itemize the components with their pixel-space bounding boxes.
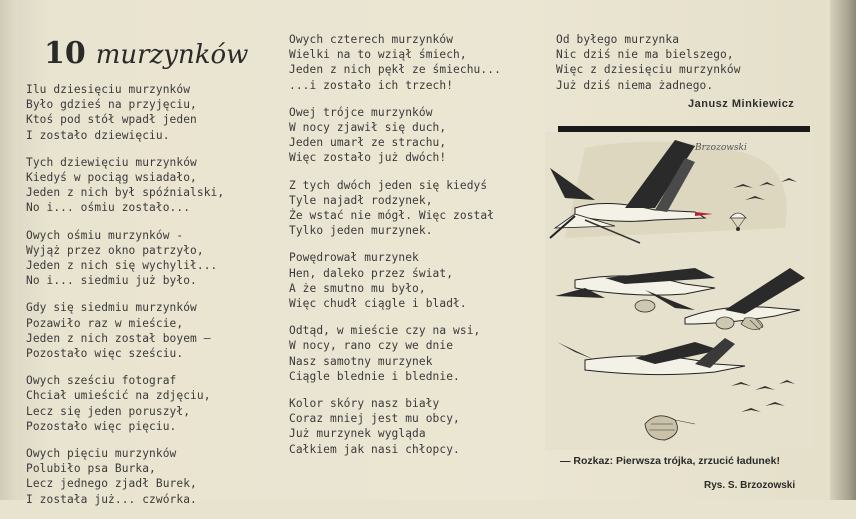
column-3-stanza [556,32,796,93]
poem-line: Ilu dziesięciu murzynków [26,83,191,96]
poem-line: No i... siedmiu już było. [26,274,197,288]
column-1-stanza [26,300,276,361]
poem-line: Polubiło psa Burka, [26,462,156,476]
poem-line: Ktoś pod stół wpadł jeden [26,113,197,127]
poem-line: Jeden z nich został boyem — [26,331,211,345]
poem-title [44,36,248,76]
poem-line: Wyjąż przez okno patrzyło, [26,243,204,257]
poem-line: Jeden umarł ze strachu, [289,136,447,150]
illustration-credit: Rys. S. Brzozowski [704,480,796,491]
author-name: Janusz Minkiewicz [688,98,795,110]
poem-line: Kiedyś w pociąg wsiadało, [26,171,197,185]
poem-line: Gdy się siedmiu murzynków [26,301,197,315]
poem-line: Tych dziewięciu murzynków [26,155,197,169]
poem-line: W nocy zjawił się duch, [289,121,447,135]
poem-line: Coraz mniej jest mu obcy, [289,412,460,426]
poem-line: Owych ośmiu murzynków - [26,228,184,242]
column-1-stanza [26,228,276,289]
poem-line: Tyle najadł rodzynek, [289,193,433,207]
column-1-stanza [26,82,276,143]
poem-line: I została już... czwórka. [26,492,197,506]
poem-line: Ciągle blednie i blednie. [289,369,460,383]
poem-line: Więc z dziesięciu murzynków [556,63,741,77]
poem-line: W nocy, rano czy we dnie [289,339,454,353]
poem-line: Było gdzieś na przyjęciu, [26,98,197,112]
poem-line: ...i zostało ich trzech! [289,78,454,92]
poem-line: Więc zostało już dwóch! [289,151,447,165]
poem-line: I zostało dziewięciu. [26,128,170,142]
poem-line: Lecz jednego zjadł Burek, [26,477,197,491]
poem-line: Hen, daleko przez świat, [289,266,454,280]
poem-line: Od byłego murzynka [556,33,680,46]
poem-line: Że wstać nie mógł. Więc został [289,209,495,223]
poem-line: Więc chudł ciągle i bladł. [289,297,467,311]
poem-line: Już murzynek wygląda [289,427,426,441]
poem-line: Owych czterech murzynków [289,33,454,46]
poem-line: Wielki na to wziął śmiech, [289,48,467,62]
poem-line: Nic dziś nie ma bielszego, [556,48,734,62]
page-edge [830,0,856,500]
poem-line: Jeden z nich był spóźnialski, [26,186,225,200]
column-2-stanza [289,323,529,384]
poem-column-1 [26,82,276,519]
illustration-caption: — Rozkaz: Pierwsza trójka, zrzucić ładunek! [560,455,780,467]
poem-line: Lecz się jeden poruszył, [26,404,191,418]
title-word: murzynków [95,40,249,70]
poem-line: A że smutno mu było, [289,281,426,295]
poem-line: Jeden z nich pękł ze śmiechu... [289,63,501,77]
poem-column-3 [556,32,796,105]
column-2-stanza [289,32,529,93]
page-fold-shadow [0,0,18,500]
column-2-stanza [289,250,529,311]
poem-line: Owej trójce murzynków [289,105,433,119]
poem-line: Tylko jeden murzynek. [289,224,433,238]
poem-line: Owych pięciu murzynków [26,447,177,461]
poem-line: Chciał umieścić na zdjęciu, [26,389,211,403]
column-1-stanza [26,446,276,507]
poem-line: Całkiem jak nasi chłopcy. [289,442,460,456]
poem-column-2 [289,32,529,469]
illustration-signature: Brzozowski [695,143,747,153]
poem-line: Z tych dwóch jeden się kiedyś [289,178,488,192]
column-2-stanza [289,105,529,166]
poem-line: Powędrował murzynek [289,251,419,265]
poem-line: Odtąd, w mieście czy na wsi, [289,324,481,338]
poem-line: Pozawiło raz w mieście, [26,316,184,330]
poem-line: Nasz samotny murzynek [289,354,433,368]
column-1-stanza [26,155,276,216]
poem-line: Kolor skóry nasz biały [289,397,440,411]
poem-line: Jeden z nich się wychylił... [26,259,218,273]
column-2-stanza [289,396,529,457]
storks-illustration [545,128,813,450]
poem-line: Owych sześciu fotograf [26,374,177,388]
column-2-stanza [289,178,529,239]
title-number: 10 [44,36,86,71]
poem-line: Pozostało więc pięciu. [26,419,177,433]
poem-line: Już dziś niema żadnego. [556,78,714,92]
poem-line: Pozostało więc sześciu. [26,347,184,361]
column-1-stanza [26,373,276,434]
poem-line: No i... ośmiu zostało... [26,201,191,215]
